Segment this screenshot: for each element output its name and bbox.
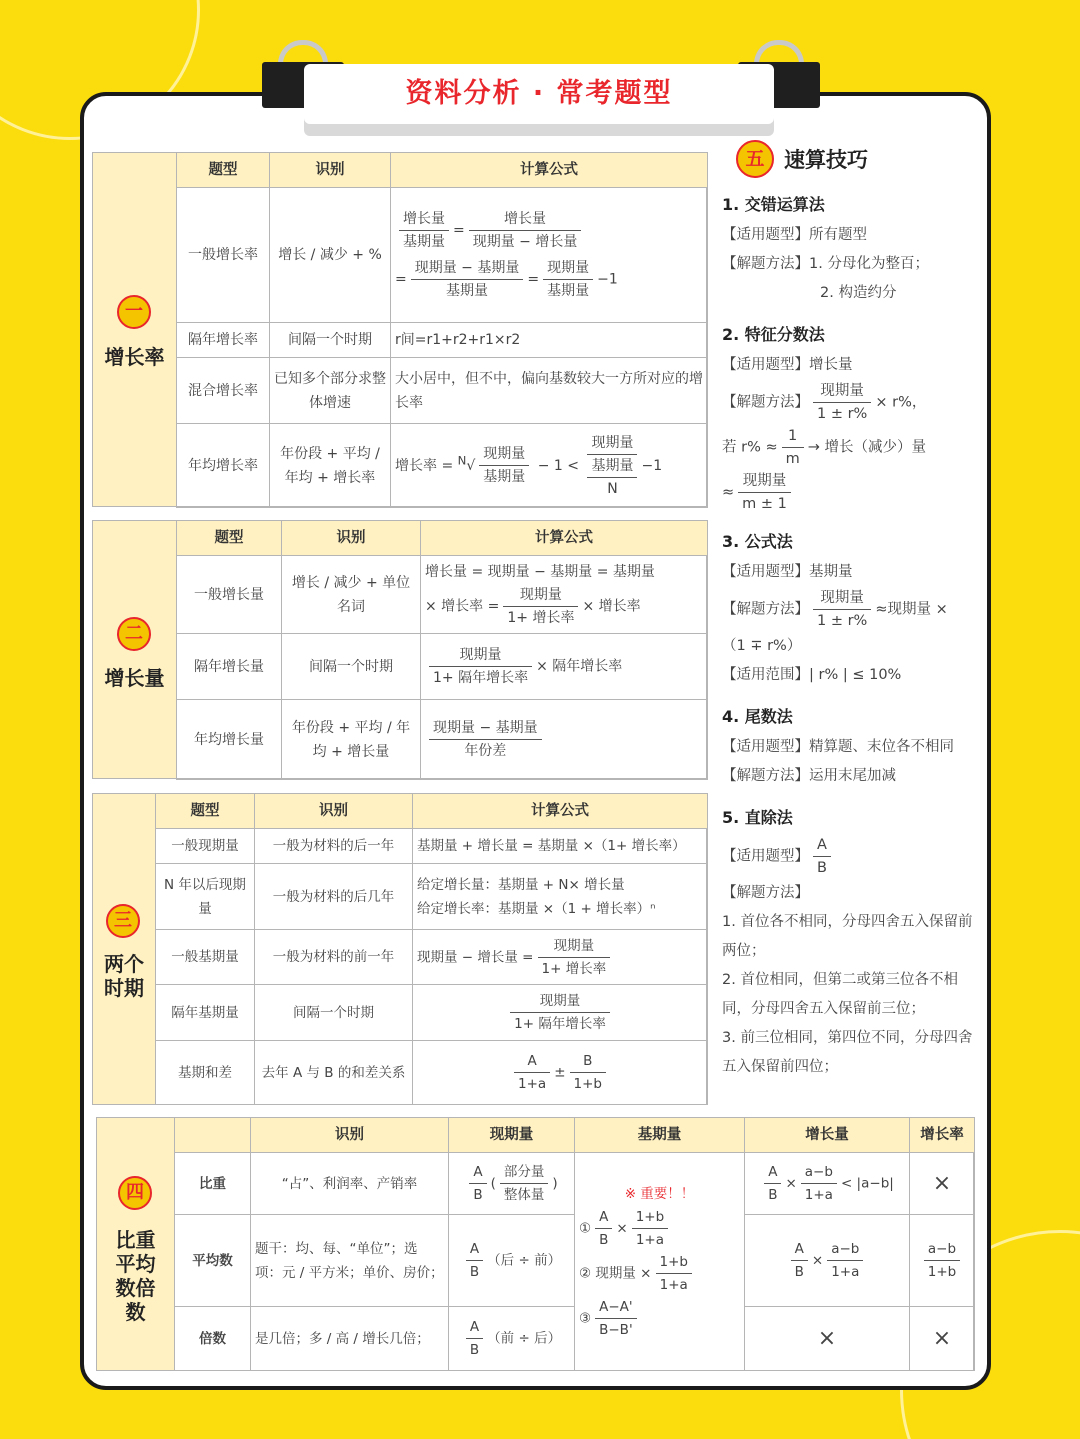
col-header: 题型	[156, 794, 255, 829]
formula-cell: 增长量 基期量 = 增长量 现期量 − 增长量 = 现期量 − 基期量 基期量 = 现期量 基期量 −1	[391, 188, 708, 323]
section-badge: 三	[106, 904, 140, 938]
method-heading: 3. 公式法	[722, 532, 793, 551]
row-ident: 年份段 + 平均 / 年均 + 增长率	[270, 424, 391, 508]
base-cell: ※ 重要！！ ① $\frac{A}{B}$ × $\frac{1+b}{1+a}$ ② 现期量 × $\frac{1+b}{1+a}$ ③ $\frac{A-A'}{B-B'}$	[575, 1153, 745, 1371]
cross-icon: ×	[745, 1307, 910, 1371]
rate-cell: $\frac{a-b}{1+b}$	[910, 1215, 975, 1307]
section-label	[97, 1118, 175, 1370]
method-text: 【解题方法】运用末尾加减	[722, 768, 896, 784]
row-ident: 增长 / 减少 + %	[270, 188, 391, 323]
method-heading: 1. 交错运算法	[722, 195, 825, 214]
row-type: 年均增长率	[177, 424, 270, 508]
row-ident: “占”、利润率、产销率	[251, 1153, 449, 1215]
section-title: 增长量	[104, 666, 165, 690]
method-text: 【适用范围】| r% | ≤ 10%	[722, 667, 902, 683]
method-text: 【适用题型】精算题、末位各不相同	[722, 739, 954, 755]
section-title: 速算技巧	[784, 148, 868, 172]
method-text: （1 ∓ r%）	[722, 638, 802, 654]
ratio-table	[174, 1117, 975, 1371]
section-growth-amount	[92, 520, 707, 779]
method-text: 【解题方法】 现期量 1 ± r% × r%，	[722, 380, 984, 425]
section-two-periods	[92, 793, 707, 1105]
col-header: 增长率	[910, 1118, 975, 1153]
formula-cell: 增长率 = $^N$√ 现期量 基期量 − 1 < 现期量 基期量 N −1	[391, 424, 708, 508]
section-badge: 四	[118, 1176, 152, 1210]
col-header: 计算公式	[421, 521, 708, 556]
section-label	[93, 794, 156, 1104]
col-header: 题型	[177, 153, 270, 188]
method-text: 【适用题型】基期量	[722, 564, 853, 580]
method-text: ≈ 现期量 m ± 1	[722, 470, 984, 515]
row-ident: 间隔一个时期	[270, 323, 391, 358]
col-header: 识别	[251, 1118, 449, 1153]
row-ident: 一般为材料的后几年	[255, 864, 413, 930]
formula-cell: 现期量 − 增长量 = 现期量 1+ 增长率	[413, 930, 708, 985]
row-type: 倍数	[175, 1307, 251, 1371]
col-header: 计算公式	[391, 153, 708, 188]
growth-rate-table	[176, 152, 708, 508]
row-type: 一般增长量	[177, 556, 282, 634]
section-badge: 五	[736, 140, 774, 178]
method-text: 3. 前三位相同，第四位不同，分母四舍五入保留前四位；	[722, 1030, 973, 1075]
formula-cell: 基期量 + 增长量 = 基期量 ×（1+ 增长率）	[413, 829, 708, 864]
col-header: 基期量	[575, 1118, 745, 1153]
method-text: 2. 首位相同，但第二或第三位各不相同，分母四舍五入保留前三位；	[722, 972, 958, 1017]
section-title: 比重平均数倍数	[115, 1228, 156, 1324]
formula-cell: 现期量 − 基期量 年份差	[421, 700, 708, 780]
row-type: 隔年增长量	[177, 634, 282, 700]
col-header: 题型	[177, 521, 282, 556]
title-banner	[304, 64, 774, 124]
row-type: 平均数	[175, 1215, 251, 1307]
row-ident: 间隔一个时期	[255, 985, 413, 1041]
section-label	[93, 521, 177, 778]
section-title: 增长率	[104, 345, 165, 369]
method-text: 【解题方法】1. 分母化为整百；	[722, 256, 929, 272]
method-text: 若 r% ≈ $\frac{1}{m}$ → 增长（减少）量	[722, 425, 984, 470]
quick-calc-panel	[722, 140, 984, 1082]
row-ident: 一般为材料的后一年	[255, 829, 413, 864]
method-text: 【适用题型】所有题型	[722, 227, 867, 243]
section-ratio-average-multiple	[96, 1117, 974, 1371]
section-badge: 二	[117, 617, 151, 651]
row-type: 混合增长率	[177, 358, 270, 424]
col-header: 识别	[270, 153, 391, 188]
formula-cell: 给定增长量：基期量 + N× 增长量 给定增长率：基期量 ×（1 + 增长率）ⁿ	[413, 864, 708, 930]
increment-cell: $\frac{A}{B}$ × $\frac{a-b}{1+a}$	[745, 1215, 910, 1307]
method-text: 【适用题型】 $\frac{A}{B}$	[722, 834, 984, 879]
row-type: 基期和差	[156, 1041, 255, 1105]
formula-cell: 大小居中，但不中，偏向基数较大一方所对应的增长率	[391, 358, 708, 424]
method-text: 【解题方法】	[722, 885, 809, 901]
increment-cell: $\frac{A}{B}$ × $\frac{a-b}{1+a}$ < |a−b|	[745, 1153, 910, 1215]
row-type: 隔年基期量	[156, 985, 255, 1041]
section-title: 两个时期	[104, 952, 144, 1000]
col-header: 识别	[282, 521, 421, 556]
col-header: 计算公式	[413, 794, 708, 829]
current-cell: $\frac{A}{B}$ （后 ÷ 前）	[449, 1215, 575, 1307]
row-type: 一般基期量	[156, 930, 255, 985]
cross-icon: ×	[910, 1153, 975, 1215]
method-text: 2. 构造约分	[820, 285, 897, 301]
method-heading: 2. 特征分数法	[722, 325, 825, 344]
section-label	[93, 153, 177, 506]
row-ident: 增长 / 减少 + 单位名词	[282, 556, 421, 634]
method-text: 1. 首位各不相同，分母四舍五入保留前两位；	[722, 914, 973, 959]
col-header: 增长量	[745, 1118, 910, 1153]
row-type: 隔年增长率	[177, 323, 270, 358]
formula-cell: $\frac{A}{1+a}$ ± $\frac{B}{1+b}$	[413, 1041, 708, 1105]
row-ident: 间隔一个时期	[282, 634, 421, 700]
section-growth-rate	[92, 152, 707, 507]
method-text: 【解题方法】 现期量 1 ± r% ≈现期量 ×	[722, 587, 984, 632]
formula-cell: r间=r1+r2+r1×r2	[391, 323, 708, 358]
row-ident: 去年 A 与 B 的和差关系	[255, 1041, 413, 1105]
row-type: 年均增长量	[177, 700, 282, 780]
row-type: 比重	[175, 1153, 251, 1215]
col-header: 识别	[255, 794, 413, 829]
formula-cell: 增长量 = 现期量 − 基期量 = 基期量 × 增长率 = 现期量 1+ 增长率 × 增长率	[421, 556, 708, 634]
row-ident: 是几倍；多 / 高 / 增长几倍；	[251, 1307, 449, 1371]
row-type: 一般现期量	[156, 829, 255, 864]
method-text: 【适用题型】增长量	[722, 357, 853, 373]
method-heading: 5. 直除法	[722, 808, 793, 827]
current-cell: $\frac{A}{B}$ （前 ÷ 后）	[449, 1307, 575, 1371]
formula-cell: 现期量 1+ 隔年增长率	[413, 985, 708, 1041]
row-ident: 已知多个部分求整体增速	[270, 358, 391, 424]
row-ident: 一般为材料的前一年	[255, 930, 413, 985]
row-type: 一般增长率	[177, 188, 270, 323]
two-periods-table	[155, 793, 708, 1105]
row-type: N 年以后现期量	[156, 864, 255, 930]
col-header: 现期量	[449, 1118, 575, 1153]
method-heading: 4. 尾数法	[722, 707, 793, 726]
formula-cell: 现期量 1+ 隔年增长率 × 隔年增长率	[421, 634, 708, 700]
page-title: 资料分析 · 常考题型	[405, 78, 673, 109]
growth-amount-table	[176, 520, 708, 780]
row-ident: 年份段 + 平均 / 年均 + 增长量	[282, 700, 421, 780]
section-badge: 一	[117, 295, 151, 329]
current-cell: $\frac{A}{B}$ ( 部分量 整体量 )	[449, 1153, 575, 1215]
row-ident: 题干：均、每、“单位”；选项：元 / 平方米；单价、房价；	[251, 1215, 449, 1307]
cross-icon: ×	[910, 1307, 975, 1371]
